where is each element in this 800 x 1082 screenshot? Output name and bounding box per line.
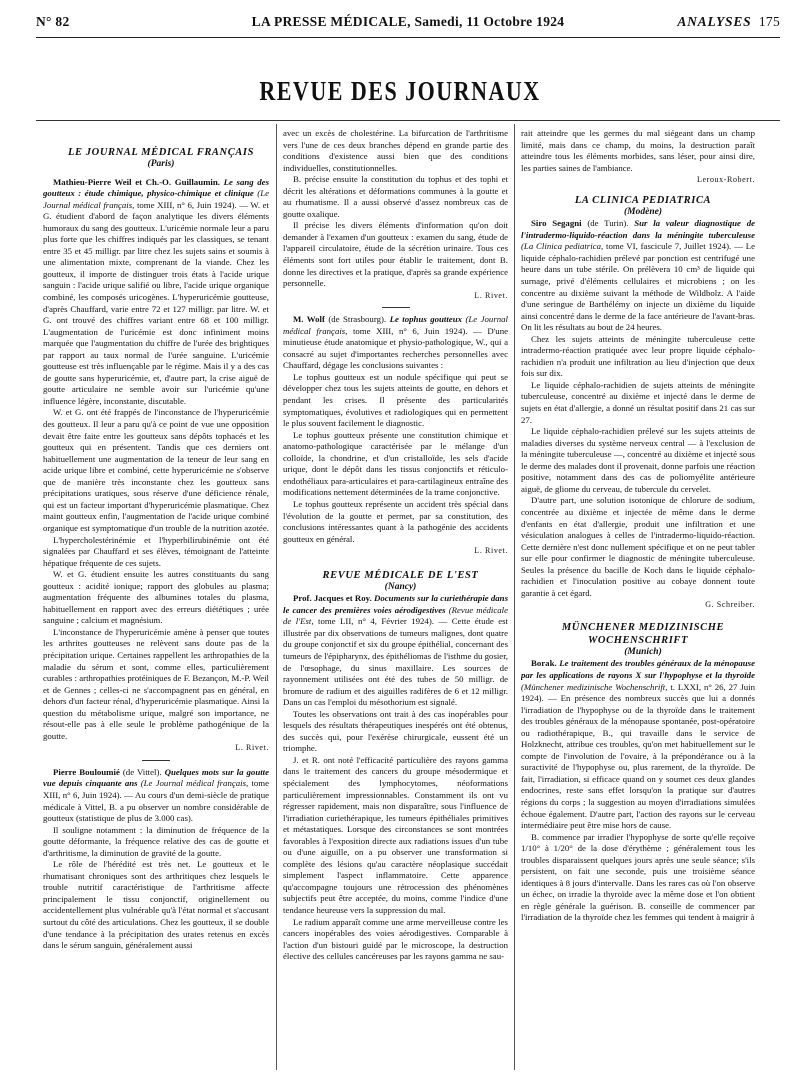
article-paragraph: avec un excès de cholestérine. La bifurcation de l'arthritisme vers l'une de ces deux branches dépend en grande partie des conditions d'existence aussi bien que des conditions individuelles, constitutionnelles. <box>283 128 508 173</box>
article-paragraph: Le liquide céphalo-rachidien prélevé sur les sujets atteints de maladies diverses du système nerveux central — à l'exclusion de la méningite tuberculeuse —, concentré au dixième et injecté sous le derme des malades dont il provenait, donne parfois une réaction positive, notamment dans des cas de poliomyélite antérieure aiguë, de gliome du cerveau, de tubercule du cervelet. <box>521 426 755 494</box>
article-paragraph: Le tophus goutteux représente un accident très spécial dans l'évolution de la goutte et permet, par sa constitution, des conclusions intéressantes quant à la pathogénie des accidents goutteux en général. <box>283 498 508 544</box>
article-signature: G. Schreiber. <box>705 600 755 610</box>
column-2 <box>283 128 508 1070</box>
article-paragraph: D'autre part, une solution isotonique de chlorure de sodium, concentrée au dixième et injectée de même dans le derme d'enfants en état d'allergie, produit une infiltration et une vésiculation analogues à celles de l'intradermo-liquido-réaction. Cette dernière n'est donc nullement spécifique et on ne peut tabler sur elle pour confirmer le diagnostic de méningite tuberculeuse. Seules la présence du bacille de Koch dans le liquide céphalo-rachidien et l'inoculation positive au cobaye donnent toute garantie à cet égard. <box>521 495 755 598</box>
article-paragraph: Le liquide céphalo-rachidien de sujets atteints de méningite tuberculeuse, concentré au dixième et injecté dans le derme de sujets en état d'allergie, a donné un résultat positif dans 21 cas sur 27. <box>521 379 755 425</box>
article-weil <box>43 177 269 408</box>
article-paragraph: W. et G. ont été frappés de l'inconstance de l'hyperuricémie des goutteux. Il leur a paru qu'à ce point de vue une opposition devait être faite entre les goutteux sans dépôts tophacés et les goutteux qui en présentent. Tandis que ces derniers ont habituellement une augmentation de la teneur de leur sang en acide urique libre et combiné, cette hyperuricémie ne s'observe que de manière très inconstante chez les goutteux sans précipitations uratiques, sous réserve d'une déficience rénale, qui est un facteur important d'hyperuricémie plasmatique. Chez maint goutteux enfin, l'augmentation de l'acide urique combiné organique est symptomatique d'un trouble de la nutrition azotée. <box>43 407 269 533</box>
article-paragraph: Il précise les divers éléments d'information qu'on doit demander à l'examen d'un goutteux : examen du sang, étude de l'appareil circulatoire, étude de la sécrétion urinaire. Tous ces éléments sont fort utiles pour établir le traitement, dont B. donne les directives et la pratique, d'après sa grande expérience personnelle. <box>283 220 508 289</box>
article-paragraph: W. et G. étudient ensuite les autres constituants du sang goutteux : acidité ionique; rapport des globules au plasma; augmentation fréquente des albumines totales du plasma, habituellement en rapport avec des erreurs diététiques ; urée sanguine ; calcium et magnésium. <box>43 569 269 626</box>
article-paragraph: Chez les sujets atteints de méningite tuberculeuse cette intradermo-réaction pratiquée avec leur propre liquide céphalo-rachidien n'a produit une infiltration au lieu d'injection que deux fois sur dix. <box>521 333 755 379</box>
journal-date: LA PRESSE MÉDICALE, Samedi, 11 Octobre 1924 <box>251 14 565 29</box>
journal-heading: LA CLINICA PEDIATRICA <box>574 194 712 206</box>
article-signature: L. Rivet. <box>474 290 508 300</box>
article-authors: Prof. Jacques et Roy. <box>293 593 372 604</box>
article-title: Documents sur la curiethérapie dans le cancer des premières voies aérodigestives <box>283 593 508 615</box>
article-source: (La Clinica pediatrica, <box>521 241 604 252</box>
article-text: — Le liquide céphalo-rachidien prélevé par ponction est centrifugé une heure dans un tube stérile. On prélèvera 10 cm³ de liquide qui surnage, privé d'éléments cellulaires et microbiens ; on les concentre au dixième suivant la méthode de Wildbolz. A l'aide d'une seringue de Barthélémy on injecte un dixième du liquide ainsi concentré dans le derme de la face antérieure de l'avant-bras. On lit les résultats au bout de 24 heures. <box>521 241 755 333</box>
article-ref: t. LXXI, n° 26, 27 Juin 1924). <box>521 681 755 704</box>
article-source: (Le Journal médical français, <box>43 188 269 210</box>
article-title: Quelques mots sur la goutte vue depuis cinquante ans <box>43 766 269 789</box>
article-authors: Mathieu-Pierre Weil et Ch.-O. Guillaumin. <box>53 176 220 187</box>
article-wolf <box>283 314 508 372</box>
journal-city: (Paris) <box>147 159 175 169</box>
title-rule <box>36 120 780 121</box>
article-paragraph: Il souligne notamment : la diminution de fréquence de la goutte déformante, la fréquence relative des cas de goutte et d'arthritisme, la diminution de gravité de la goutte. <box>43 824 269 858</box>
article-text: — Au cours d'un demi-siècle de pratique médicale à Vittel, B. a pu observer un nombre considérable de goutteux (statistique de plus de 3.000 cas). <box>43 789 269 824</box>
article-paragraph: B. commence par irradier l'hypophyse de sorte qu'elle reçoive 1/10° à 1/20° de la dose d'érythème ; généralement tous les troubles disparaissent quelques jours après une seule séance; s'ils persistent, on fait une seconde, puis une troisième séance identiques à 8 jours d'intervalle. Dans les rares cas où l'on observe un échec, on irradie la thyroïde avec la même dose et l'on obtient en règle générale la guérison. B. conseille de commencer par l'irradiation de la thyroïde chez les femmes qui tendent à maigrir à <box>521 831 755 923</box>
article-paragraph: Toutes les observations ont trait à des cas inopérables pour lesquels des résultats thérapeutiques inespérés ont été obtenus, des succès qui, pour l'exérèse chirurgicale, eussent été un triomphe. <box>283 708 508 754</box>
article-author-location: (de Strasbourg). <box>328 314 387 325</box>
journal-city: (Modène) <box>624 206 662 217</box>
article-jacques <box>283 593 508 708</box>
section-label: ANALYSES <box>677 14 752 29</box>
header-rule <box>36 37 780 38</box>
article-ref: tome XIII, n° 6, Juin 1924). <box>43 778 269 800</box>
article-ref: tome LII, n° 4, Février 1924). <box>318 616 434 627</box>
journal-city: (Nancy) <box>384 581 417 592</box>
article-authors: Borak. <box>531 658 557 669</box>
article-ref: tome VI, fascicule 7, Juillet 1924). <box>606 241 732 252</box>
running-header <box>36 14 780 34</box>
article-ref: tome XIII, n° 6, Juin 1924). <box>136 199 237 210</box>
article-paragraph: L'inconstance de l'hyperuricémie amène à penser que toutes les arthrites goutteuses ne relèvent sans doute pas de la précipitation urique. Certaines rappellent les arthropathies de la maladie du sérum et sont, comme elles, particulièrement curables : arthropathies protéiniques de F. Bezançon, M.-P. Weil et de Gennes ; celles-ci ne s'accompagnent pas en général, en dehors d'un facteur rénal, d'hyperuricémie plasmatique. Ainsi la question du métabolisme urique, malgré son importance, ne résout-elle pas à elle seule le problème pathogénique de la goutte. <box>43 626 269 741</box>
article-title: Le tophus goutteux <box>389 314 462 325</box>
article-source: (Le Journal médical français, <box>283 314 508 336</box>
journal-city: (Munich) <box>624 646 662 657</box>
article-paragraph: rait atteindre que les germes du mal siégeant dans un champ limité, mais dans ce champ, du moins, la destruction paraît atteindre tous les éléments morbides, sans léser, pour ainsi dire, les parties saines de l'ambiance. <box>521 128 755 173</box>
article-separator <box>142 760 170 761</box>
article-ref: tome XIII, n° 6, Juin 1924). <box>352 325 468 336</box>
article-text: — Cette étude est illustrée par dix observations de tumeurs malignes, dont quatre du groupe conjonctif et six du groupe épithélial, concernant des tumeurs de l'épipharynx, des épithéliomas de l'isthme du gosier, de l'œsophage, du sinus maxillaire. Les sources de rayonnement utilisées ont été des tubes de 50 milligr. de bromure de radium et des aiguilles radifères de 6 et 12 milligr. Dans un cas l'emploi du mésothorium est signalé. <box>283 616 508 708</box>
article-authors: M. Wolf <box>293 314 325 325</box>
article-text: — W. et G. étudient d'abord de façon analytique les divers éléments humoraux du sang des goutteux. L'uricémie normale leur a paru plus forte que les chiffres indiqués par les classiques, se tenant entre 35 et 45 milligr. par litre chez les sujets sains et soumis à une alimentation mixte, comprenant de la viande. Chez les goutteux, il importe de distinguer trois états à l'acide urique sanguin : l'acide urique salifié ou libre, l'acide urique organique combiné, les composés uricogènes. L'hyperuricémie goutteuse, d'après Chauffard, varie entre 72 et 127 milligr. par litre. W. et G. ont trouvé des chiffres variant entre 68 et 100 milligr. L'augmentation de l'uricémie est donc infiniment moins marquée que l'augmentation du chiffre de l'urée des brightiques par rapport au taux normal de l'urée sanguine. L'uricémie goutteuse est très influençable par le régime. Mais il y a des cas de goutte sans hyperuricémie, et, d'autre part, la crise aiguë de goutte articulaire ne semble avoir sur l'uricémie qu'une influence légère, inconstante, discutable. <box>43 199 269 406</box>
article-segagni <box>521 218 755 333</box>
journal-heading: REVUE MÉDICALE DE L'EST <box>322 569 479 581</box>
article-paragraph: Le tophus goutteux est un nodule spécifique qui peut se développer chez tous les sujets atteints de goutte, en dehors et pendant les crises. Il présente des particularités symptomatiques, évolutives et radiologiques qui en permettent le plus souvent facilement le diagnostic. <box>283 371 508 429</box>
article-signature: L. Rivet. <box>474 546 508 556</box>
article-paragraph: Le radium apparaît comme une arme merveilleuse contre les cancers inopérables des voies aérodigestives. Comparable à l'action d'un bistouri guidé par le microscope, la destruction élective des cellules cancéreuses par les rayons gamma ne sau- <box>283 916 508 962</box>
article-source: (Münchener medizinische Wochenschrift, <box>521 681 668 692</box>
article-authors: Siro Segagni <box>531 218 582 229</box>
article-paragraph: B. précise ensuite la constitution du tophus et des tophi et décrit les altérations et déformations communes à la goutte et au rhumatisme. Il a aussi observé d'assez nombreux cas de goutte oxalique. <box>283 174 508 219</box>
column-3 <box>521 128 755 1070</box>
article-signature: L. Rivet. <box>235 743 269 753</box>
article-author-location: (de Turin). <box>587 218 629 229</box>
article-separator <box>382 307 410 308</box>
article-title: Le sang des goutteux : étude chimique, physico-chimique et clinique <box>43 176 269 199</box>
column-divider <box>514 124 515 1070</box>
article-text: — En présence des nombreux succès que lui a donnés l'irradiation de l'hypophyse ou de la thyroïde dans le traitement des troubles généraux de la ménopause spontanée, post-opératoire ou radiothérapique, B., qui travaille dans le service de Holzknecht, attribue ces troubles, qu'on met habituellement sur le compte de l'involution de l'ovaire, à la prépondérance ou à la suractivité de l'hypophyse ou, plus rarement, de la thyroïde. De fait, l'irradiation, si efficace quand on y soumet ces deux glandes endocrines, reste sans effet lorsqu'on la pratique sur d'autres régions du corps ; la suggestion au moyen d'irradiations simulées échoue également. D'autre part, l'action des rayons sur le cerveau intermédiaire peut être mise hors de cause. <box>521 693 755 831</box>
article-title: Le traitement des troubles généraux de la ménopause par les applications de rayons X sur l'hypophyse et la thyroïde <box>521 658 755 680</box>
article-source: (Le Journal médical français, <box>140 778 249 789</box>
page-title: REVUE DES JOURNAUX <box>259 74 541 106</box>
column-1 <box>43 128 269 1070</box>
article-paragraph: Le rôle de l'hérédité est très net. Le goutteux et le rhumatisant chroniques sont des arthritiques chez lesquels le trouble nutritif caractéristique de l'arthritisme affecte principalement le tissu conjonctif, originellement ou accidentellement plus vulnérable qu'à l'état normal et s'accusant surtout du côté des articulations. Chez les goutteux, il se double d'une tendance à la précipitation des urates retenus en excès dans le sérum sanguin, généralement aussi <box>43 859 269 951</box>
section-page <box>677 14 780 30</box>
article-bouloumie <box>43 767 269 825</box>
article-signature: Leroux-Robert. <box>697 175 755 185</box>
journal-heading: LE JOURNAL MÉDICAL FRANÇAIS <box>67 147 255 158</box>
article-paragraph: J. et R. ont noté l'efficacité particulière des rayons gamma dans le traitement des cancers du groupe mésodermique et spécialement des lymphocytomes, néoformations particulièrement impressionnables. Constamment ils ont vu régresser rapidement, mais non disparaître, sous l'influence de l'irradiation curiethérapique, les tumeurs épithéliales primitives et métastatiques. Lorsque des circonstances se sont montrées favorables à l'exposition directe aux radiations issues d'un tube ou d'une aiguille, on a pu observer une transformation si complète des lésions qu'au caractère néoplasique succédait simplement l'aspect inflammatoire. Cette apparence qu'accompagne toujours une rétrocession des phénomènes subjectifs peut être acceptée, du moins, comme l'indice d'une tendance heureuse vers la suppression du mal. <box>283 754 508 915</box>
article-paragraph: Le tophus goutteux présente une constitution chimique et anatomo-pathologique caractérisée par le mélange d'un colloïde, la chondrine, et d'un cristalloïde, les sels d'acide urique, dont le dépôt dans les tissus conjonctifs et réticulo-endothéliaux para-articulaires et para-cartilagineux entraîne des modifications nettement déterminées de la trame conjonctive. <box>283 429 508 498</box>
column-divider <box>276 124 277 1070</box>
page-number: 175 <box>758 14 780 29</box>
article-paragraph: L'hypercholestérinémie et l'hyperbilirubinémie ont été signalées par Chauffard et ses élèves, témoignant de l'atteinte hépatique fréquente de ces sujets. <box>43 534 269 568</box>
article-author-location: (de Vittel). <box>122 766 162 777</box>
issue-number: N° 82 <box>36 14 70 29</box>
journal-heading: MÜNCHENER MEDIZINISCHE WOCHENSCHRIFT <box>561 621 725 646</box>
article-source: (Revue médicale de l'Est, <box>283 604 508 627</box>
article-authors: Pierre Bouloumié <box>53 766 120 777</box>
article-text: — D'une minutieuse étude anatomique et physio-pathologique, W., qui a consacré au sujet d'importantes recherches personnelles avec Chauffard, dégage les conclusions suivantes : <box>283 325 508 371</box>
article-borak <box>521 658 755 831</box>
article-title: Sur la valeur diagnostique de l'intradermo-liquido-réaction dans la méningite tuberculeuse <box>521 218 755 240</box>
